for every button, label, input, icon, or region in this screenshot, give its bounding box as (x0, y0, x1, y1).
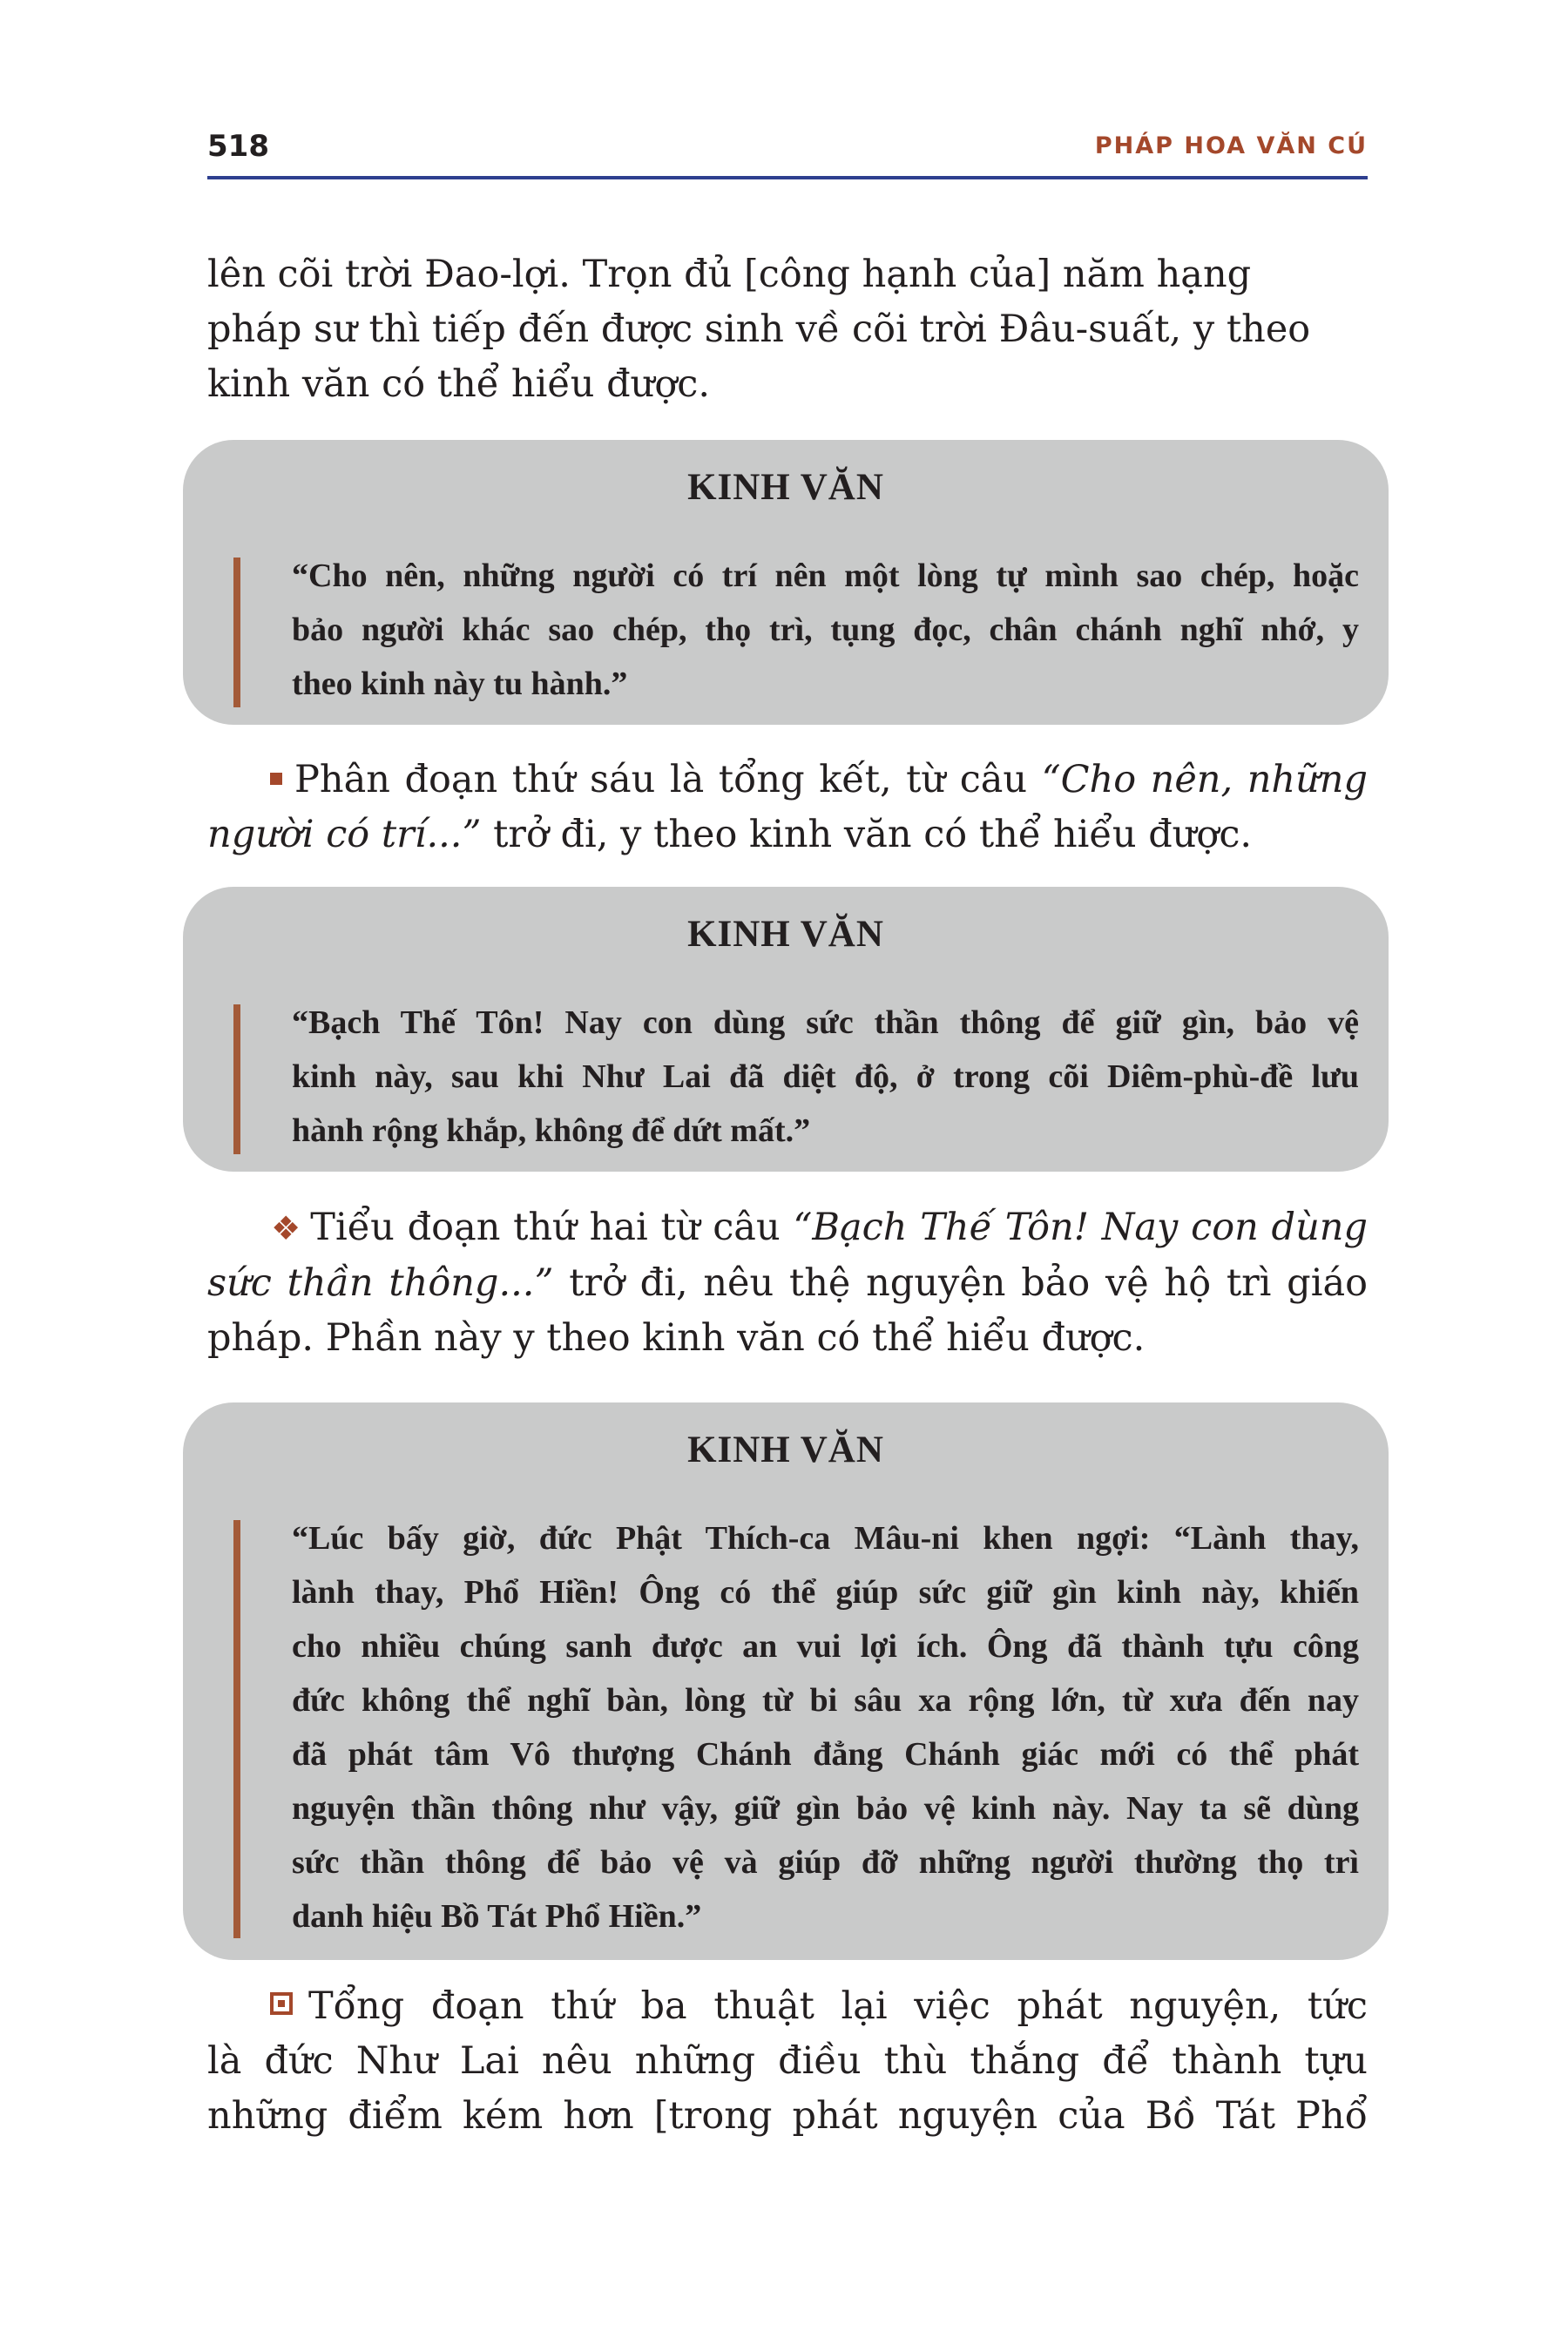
paragraph-2 (207, 753, 1368, 862)
quote-line: đã phát tâm Vô thượng Chánh đẳng Chánh giác mới có thể phát (292, 1736, 1359, 1773)
quote-line: lành thay, Phổ Hiền! Ông có thể giúp sức giữ gìn kinh này, khiến (292, 1574, 1359, 1611)
paragraph-text: trở đi, y theo kinh văn có thể hiểu được. (481, 813, 1253, 856)
scripture-box-2 (183, 887, 1389, 1172)
box-title: KINH VĂN (687, 467, 884, 508)
boxed-square-icon (270, 1992, 293, 2015)
scripture-quote (292, 996, 1359, 1158)
paragraph-text: Tiểu đoạn thứ hai từ câu (310, 1206, 794, 1249)
paragraph-line: những điểm kém hơn [trong phát nguyện của Bồ Tát Phổ (207, 2094, 1368, 2138)
paragraph-text: trở đi, nêu thệ nguyện bảo vệ hộ trì giáo pháp. Phần này y theo kinh văn có thể hiểu được. (207, 1261, 1368, 1360)
paragraph-3 (207, 1200, 1368, 1366)
box-title: KINH VĂN (687, 914, 884, 955)
page-number: 518 (207, 129, 269, 164)
paragraph-text: Phân đoạn thứ sáu là tổng kết, từ câu (294, 758, 1042, 801)
box-title: KINH VĂN (687, 1429, 884, 1470)
quote-bar (233, 1004, 240, 1154)
paragraph-1 (207, 247, 1368, 412)
paragraph-line: là đức Như Lai nêu những điều thù thắng để thành tựu (207, 2039, 1368, 2083)
scripture-box-3 (183, 1402, 1389, 1960)
paragraph-4 (207, 1979, 1368, 2144)
paragraph-line: Tổng đoạn thứ ba thuật lại việc phát nguyện, tức (308, 1984, 1368, 2028)
quote-line: theo kinh này tu hành.” (292, 666, 628, 702)
quote-line: kinh này, sau khi Như Lai đã diệt độ, ở trong cõi Diêm-phù-đề lưu (292, 1058, 1359, 1095)
quote-line: “Cho nên, những người có trí nên một lòng tự mình sao chép, hoặc (292, 558, 1359, 594)
header-rule (207, 176, 1368, 179)
square-bullet-icon (270, 773, 282, 785)
paragraph-line: kinh văn có thể hiểu được. (207, 362, 711, 406)
quote-bar (233, 1520, 240, 1938)
quote-line: đức không thể nghĩ bàn, lòng từ bi sâu xa rộng lớn, từ xưa đến nay (292, 1682, 1359, 1719)
diamond-cluster-icon: ❖ (270, 1209, 302, 1247)
quote-bar (233, 558, 240, 707)
quote-line: hành rộng khắp, không để dứt mất.” (292, 1112, 811, 1149)
running-title: PHÁP HOA VĂN CÚ (1094, 132, 1368, 159)
quote-line: cho nhiều chúng sanh được an vui lợi ích. Ông đã thành tựu công (292, 1628, 1359, 1665)
quote-line: “Bạch Thế Tôn! Nay con dùng sức thần thông để giữ gìn, bảo vệ (292, 1004, 1359, 1041)
quoted-phrase: “Cho nên, những người có trí...” (207, 758, 1369, 856)
paragraph-line: lên cõi trời Đao-lợi. Trọn đủ [công hạnh của] năm hạng (207, 253, 1252, 296)
page-header (207, 122, 1368, 172)
quote-line: bảo người khác sao chép, thọ trì, tụng đọc, chân chánh nghĩ nhớ, y (292, 612, 1359, 648)
quote-line: “Lúc bấy giờ, đức Phật Thích-ca Mâu-ni khen ngợi: “Lành thay, (292, 1520, 1359, 1557)
paragraph-line: pháp sư thì tiếp đến được sinh về cõi trời Đâu-suất, y theo (207, 308, 1311, 351)
scripture-quote (292, 549, 1359, 711)
quoted-phrase: “Bạch Thế Tôn! Nay con dùng sức thần thông...” (207, 1206, 1368, 1305)
scripture-box-1 (183, 440, 1389, 725)
quote-line: sức thần thông để bảo vệ và giúp đỡ những người thường thọ trì (292, 1844, 1359, 1881)
scripture-quote (292, 1511, 1359, 1943)
quote-line: danh hiệu Bồ Tát Phổ Hiền.” (292, 1898, 702, 1935)
quote-line: nguyện thần thông như vậy, giữ gìn bảo vệ kinh này. Nay ta sẽ dùng (292, 1790, 1359, 1827)
